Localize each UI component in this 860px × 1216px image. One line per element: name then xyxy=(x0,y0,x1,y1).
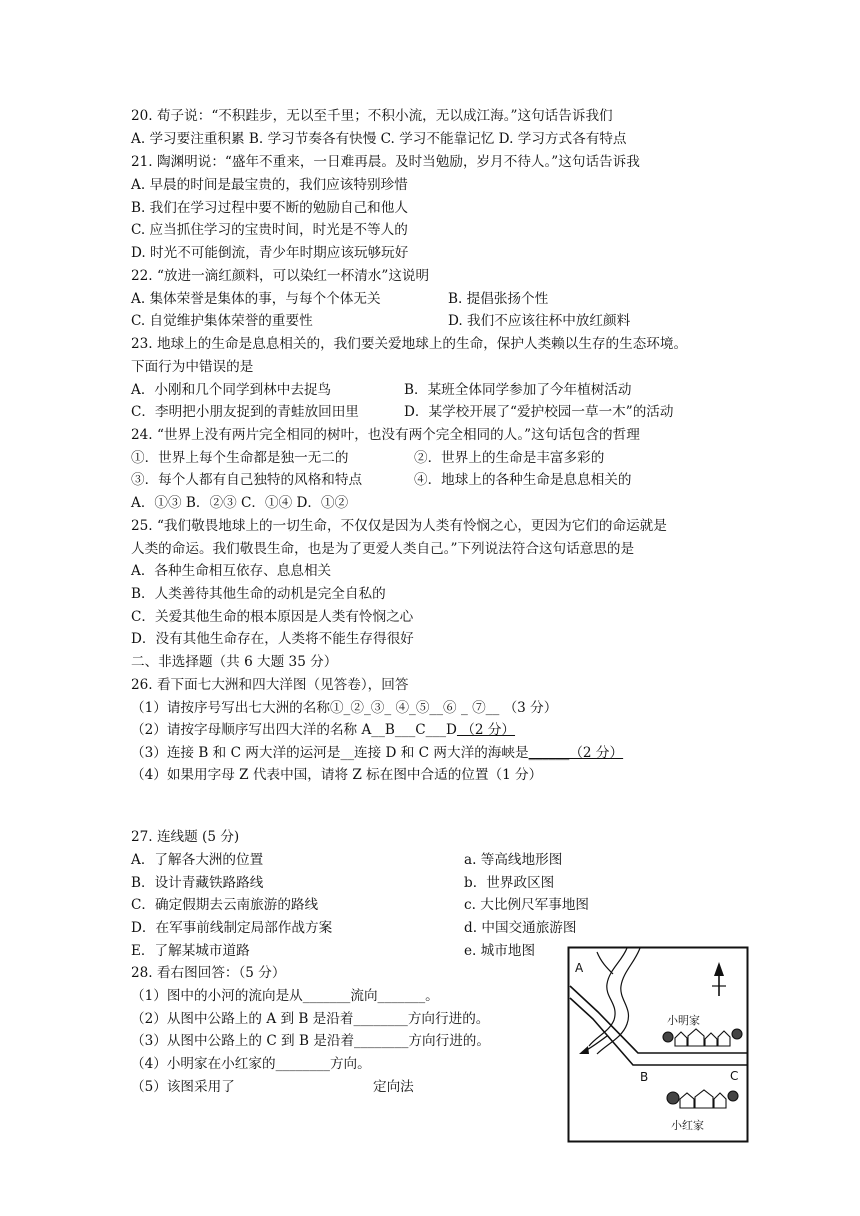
q27-left-d: D．在军事前线制定局部作战方案 xyxy=(131,920,333,936)
q25-option-a: A．各种生命相互依存、息息相关 xyxy=(131,563,332,579)
q24-statement-4: ④．地球上的各种生命是息息相关的 xyxy=(414,472,632,488)
map-label-xiaohong: 小红家 xyxy=(671,1119,704,1132)
q27-stem: 27. 连线题 (5 分) xyxy=(131,829,240,845)
q26-part-3-text: （3）连接 B 和 C 两大洋的运河是__连接 D 和 C 两大洋的海峡是 xyxy=(131,745,529,761)
q21-option-d: D. 时光不可能倒流，青少年时期应该玩够玩好 xyxy=(131,245,409,261)
q23-option-b: B．某班全体同学参加了今年植树活动 xyxy=(404,382,632,398)
q23-option-c: C．李明把小朋友捉到的青蛙放回田里 xyxy=(131,404,359,420)
q27-left-a: A．了解各大洲的位置 xyxy=(131,852,264,868)
q26-part-2-text: （2）请按字母顺序写出四大洋的名称 A__B___C___D xyxy=(131,722,457,738)
q24-stem: 24. “世界上没有两片完全相同的树叶，也没有两个完全相同的人。”这句话包含的哲理 xyxy=(131,427,640,443)
q28-part-5: （5）该图采用了 xyxy=(131,1079,235,1095)
q24-statement-3: ③．每个人都有自己独特的风格和特点 xyxy=(131,472,363,488)
map-label-b: B xyxy=(640,1070,649,1084)
q26-part-4: （4）如果用字母 Z 代表中国，请将 Z 标在图中合适的位置（1 分） xyxy=(131,767,543,783)
q21-option-c: C. 应当抓住学习的宝贵时间，时光是不等人的 xyxy=(131,222,408,238)
map-label-a: A xyxy=(575,961,584,975)
q22-option-a: A. 集体荣誉是集体的事，与每个个体无关 xyxy=(131,291,381,307)
q23-option-d: D．某学校开展了“爱护校园一草一木”的活动 xyxy=(404,404,674,420)
q22-option-b: B. 提倡张扬个性 xyxy=(448,291,549,307)
q25-option-b: B．人类善待其他生命的动机是完全自私的 xyxy=(131,586,386,602)
q25-stem-line1: 25. “我们敬畏地球上的一切生命，不仅仅是因为人类有怜悯之心，更因为它们的命运就是 xyxy=(131,518,667,534)
q27-right-e: e. 城市地图 xyxy=(464,943,536,959)
map-label-xiaoming: 小明家 xyxy=(667,1014,700,1027)
map-label-c: C xyxy=(730,1069,739,1083)
q22-option-d: D. 我们不应该往杯中放红颜料 xyxy=(448,313,631,329)
q26-stem: 26. 看下面七大洲和四大洋图（见答卷），回答 xyxy=(131,677,409,693)
q23-stem-line2: 下面行为中错误的是 xyxy=(131,359,254,375)
q20-options: A. 学习要注重积累 B. 学习节奏各有快慢 C. 学习不能靠记忆 D. 学习方式各有特点 xyxy=(131,131,627,147)
q27-right-c: c. 大比例尺军事地图 xyxy=(464,897,590,913)
q26-part-3-points: ______（2 分） xyxy=(528,745,624,761)
q27-right-d: d. 中国交通旅游图 xyxy=(464,920,577,936)
direction-map xyxy=(567,946,749,1143)
q27-left-b: B．设计青藏铁路路线 xyxy=(131,875,264,891)
q27-left-e: E．了解某城市道路 xyxy=(131,943,250,959)
q22-option-c: C. 自觉维护集体荣誉的重要性 xyxy=(131,313,313,329)
q22-stem: 22. “放进一滴红颜料，可以染红一杯清水”这说明 xyxy=(131,268,430,284)
q26-part-3 xyxy=(131,742,623,764)
q24-options: A．①③ B．②③ C．①④ D．①② xyxy=(131,495,349,511)
q21-option-b: B. 我们在学习过程中要不断的勉励自己和他人 xyxy=(131,200,408,216)
q28-part-1: （1）图中的小河的流向是从_______流向_______。 xyxy=(131,988,439,1004)
q23-option-a: A．小刚和几个同学到林中去捉鸟 xyxy=(131,382,332,398)
q24-statement-2: ②．世界上的生命是丰富多彩的 xyxy=(414,450,605,466)
q26-part-2-points: （2 分） xyxy=(456,722,516,738)
q21-stem: 21. 陶渊明说：“盛年不重来，一日难再晨。及时当勉励，岁月不待人。”这句话告诉我 xyxy=(131,154,640,170)
q20-stem: 20. 荀子说：“不积跬步，无以至千里；不积小流，无以成江海。”这句话告诉我们 xyxy=(131,108,613,124)
q28-part-2: （2）从图中公路上的 A 到 B 是沿着________方向行进的。 xyxy=(131,1011,490,1027)
q25-option-d: D．没有其他生命存在，人类将不能生存得很好 xyxy=(131,631,414,647)
q27-right-b: b．世界政区图 xyxy=(464,875,555,891)
q27-right-a: a. 等高线地形图 xyxy=(464,852,563,868)
q26-part-2 xyxy=(131,719,515,741)
q25-option-c: C．关爱其他生命的根本原因是人类有怜悯之心 xyxy=(131,609,414,625)
q27-left-c: C．确定假期去云南旅游的路线 xyxy=(131,897,319,913)
q21-option-a: A. 早晨的时间是最宝贵的，我们应该特别珍惜 xyxy=(131,177,408,193)
q23-stem-line1: 23. 地球上的生命是息息相关的，我们要关爱地球上的生命，保护人类赖以生存的生态环境。 xyxy=(131,336,688,352)
q25-stem-line2: 人类的命运。我们敬畏生命，也是为了更爱人类自己。”下列说法符合这句话意思的是 xyxy=(131,541,635,557)
q28-part-4: （4）小明家在小红家的________方向。 xyxy=(131,1056,371,1072)
q28-stem: 28. 看右图回答：（5 分） xyxy=(131,965,286,981)
q28-part-3: （3）从图中公路上的 C 到 B 是沿着________方向行进的。 xyxy=(131,1033,490,1049)
q24-statement-1: ①．世界上每个生命都是独一无二的 xyxy=(131,450,349,466)
q26-part-1: （1）请按序号写出七大洲的名称①_②_③_ ④_⑤__⑥ _ ⑦__ （3 分） xyxy=(131,700,558,716)
section-heading: 二、非选择题（共 6 大题 35 分） xyxy=(131,654,338,670)
q28-part-5-suffix: 定向法 xyxy=(373,1079,414,1095)
